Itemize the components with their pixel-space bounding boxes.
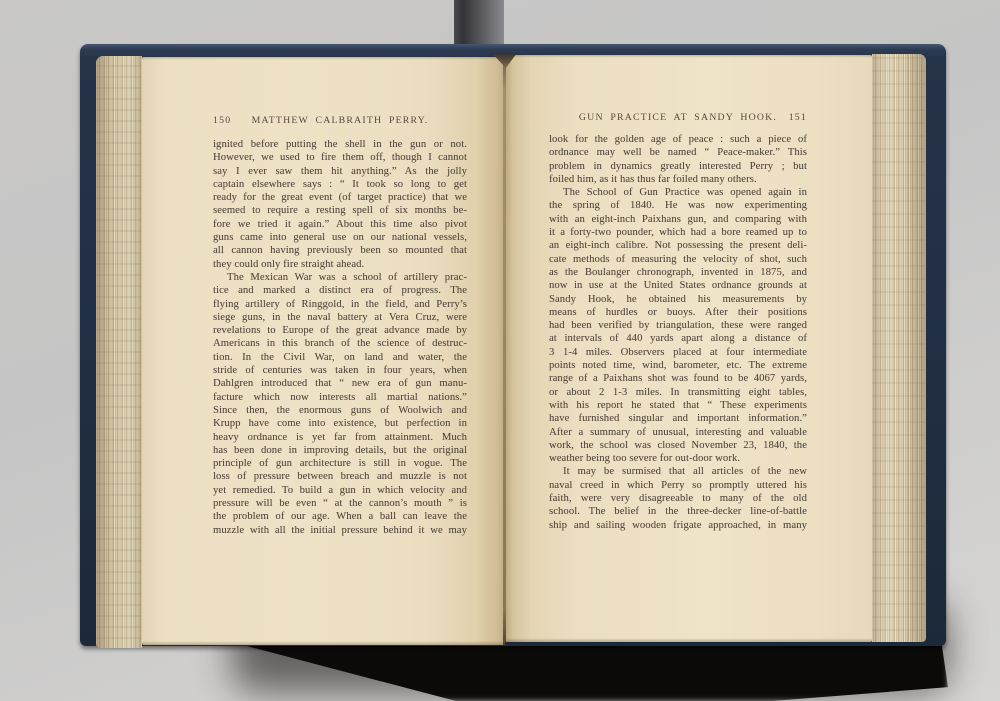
text-line: look for the golden age of peace : such a piece of bbox=[549, 134, 807, 145]
text-line: ordnance may well be named “ Peace-maker.” This bbox=[549, 147, 807, 159]
left-page bbox=[142, 57, 505, 645]
text-line: it a forty-two pounder, which had a bore reamed up to bbox=[549, 227, 807, 239]
text-line: seemed to require a resting spell of six months be- bbox=[213, 205, 467, 217]
text-line: flying artillery of Ringgold, in the field, and Perry’s bbox=[213, 298, 467, 310]
right-page-number: 151 bbox=[788, 112, 807, 123]
open-book bbox=[80, 44, 946, 646]
text-line: weather being too severe for out-door work. bbox=[549, 453, 741, 465]
right-running-title: GUN PRACTICE AT SANDY HOOK. bbox=[578, 112, 778, 123]
text-line: guns came into general use on our national vessels, bbox=[213, 232, 467, 244]
text-line: The School of Gun Practice was opened again in bbox=[563, 187, 807, 199]
text-line: Krupp have come into existence, but perfection in bbox=[213, 418, 467, 430]
text-line: The Mexican War was a school of artillery prac- bbox=[227, 271, 467, 283]
text-line: ignited before putting the shell in the gun or not. bbox=[213, 139, 467, 150]
text-line: captain elsewhere says : “ It took so long to get bbox=[213, 178, 467, 190]
text-line: siege guns, in the naval battery at Vera Cruz, were bbox=[213, 311, 467, 323]
text-line: with an eight-inch Paixhans gun, and comparing with bbox=[549, 213, 807, 225]
text-line: has been done in improving details, but the original bbox=[213, 444, 467, 456]
text-line: problem in dynamics greatly interested Perry ; but bbox=[549, 160, 807, 172]
text-line: an eight-inch calibre. Not possessing the present deli- bbox=[549, 240, 807, 252]
text-line: stride of centuries was taken in four years, when bbox=[213, 365, 467, 377]
page-edges-left bbox=[96, 56, 142, 648]
text-line: have furnished singular and important information.” bbox=[549, 413, 807, 425]
text-line: pressure will be even “ at the cannon’s mouth ” is bbox=[213, 498, 467, 510]
text-line: Dahlgren introduced that “ new era of gun manu- bbox=[213, 378, 467, 390]
text-line: tion. In the Civil War, on land and water, the bbox=[213, 351, 467, 363]
text-line: school. The belief in the three-decker line-of-battle bbox=[549, 506, 807, 518]
left-running-title: MATTHEW CALBRAITH PERRY. bbox=[251, 115, 429, 126]
text-line: foiled him, as it has thus far foiled many others. bbox=[549, 173, 757, 185]
text-line: the problem of our age. When a ball can leave the bbox=[213, 511, 467, 523]
text-line: principle of gun architecture is still in vogue. The bbox=[213, 458, 467, 470]
text-line: points noted time, wind, barometer, etc. The extreme bbox=[549, 360, 807, 372]
text-line: yet remedied. To build a gun in which velocity and bbox=[213, 484, 467, 496]
text-line: facture which now interests all martial nations.” bbox=[213, 391, 467, 403]
gutter-shadow bbox=[503, 55, 506, 645]
text-line: revelations to Europe of the great advance made by bbox=[213, 325, 467, 337]
text-line: with his report he stated that “ These experiments bbox=[549, 399, 807, 411]
text-line: It may be surmised that all articles of the new bbox=[563, 466, 807, 478]
text-line: ready for the great event (of target practice) that we bbox=[213, 192, 467, 204]
text-line: loss of pressure between breach and muzzle is not bbox=[213, 471, 467, 483]
text-line: 3 1-4 miles. Observers placed at four intermediate bbox=[549, 346, 807, 358]
right-page-text bbox=[549, 133, 807, 532]
text-line: had been verified by triangulation, these were ranged bbox=[549, 320, 807, 332]
text-line: or about 2 1-3 miles. In transmitting eight tables, bbox=[549, 386, 807, 398]
text-line: means of hurdles or buoys. After their positions bbox=[549, 306, 807, 318]
text-line: the spring of 1840. He was now experimenting bbox=[549, 200, 807, 212]
text-line: fore we tried it again.” About this time also pivot bbox=[213, 218, 467, 230]
text-line: at intervals of 440 yards apart along a distance of bbox=[549, 333, 807, 345]
left-page-header bbox=[213, 115, 467, 129]
text-line: say I ever saw them hit anything.” As the jolly bbox=[213, 165, 467, 177]
text-line: tice and marked a distinct era of progress. The bbox=[213, 285, 467, 297]
text-line: they could only fire straight ahead. bbox=[213, 258, 365, 270]
text-line: as the Boulanger chronograph, invented in 1875, and bbox=[549, 266, 807, 278]
right-page-header bbox=[549, 112, 807, 126]
right-page bbox=[505, 55, 872, 642]
text-line: muzzle with all the initial pressure behind it we may bbox=[213, 524, 467, 536]
text-line: range of a Paixhans shot was found to be 4067 yards, bbox=[549, 373, 807, 385]
text-line: However, we used to fire them off, though I cannot bbox=[213, 152, 467, 164]
text-line: faith, were very disagreeable to many of the old bbox=[549, 493, 807, 505]
text-line: ship and sailing wooden frigate approached, in many bbox=[549, 519, 807, 531]
text-line: now in use at the United States ordnance grounds at bbox=[549, 280, 807, 292]
text-line: work, the school was closed November 23, 1840, the bbox=[549, 439, 807, 451]
text-line: Sandy Hook, he obtained his measurements by bbox=[549, 293, 807, 305]
text-line: cate methods of measuring the velocity of shot, such bbox=[549, 253, 807, 265]
left-page-number: 150 bbox=[213, 115, 232, 126]
left-page-text bbox=[213, 138, 467, 537]
page-edges-right bbox=[872, 54, 926, 642]
text-line: After a summary of unusual, interesting and valuable bbox=[549, 426, 807, 438]
text-line: heavy ordnance is yet far from attainment. Much bbox=[213, 431, 467, 443]
text-line: Americans in this branch of the science of destruc- bbox=[213, 338, 467, 350]
text-line: all cannon having previously been so mounted that bbox=[213, 245, 467, 257]
text-line: Since then, the enormous guns of Woolwich and bbox=[213, 404, 467, 416]
text-line: naval creed in which Perry so promptly uttered his bbox=[549, 479, 807, 491]
